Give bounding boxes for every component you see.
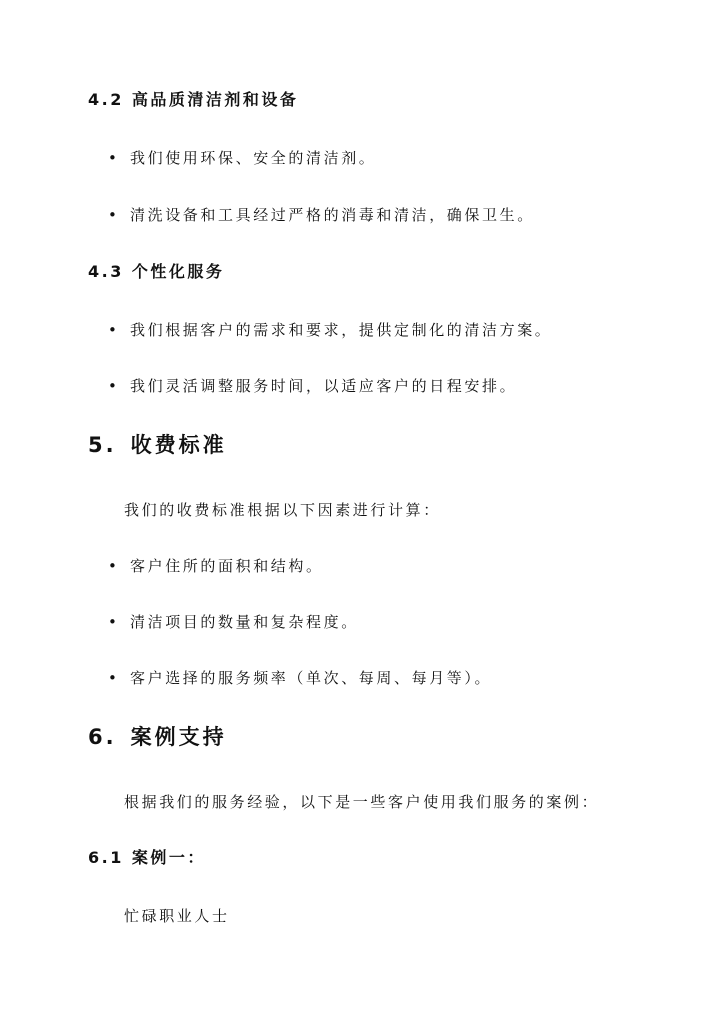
bullet-icon: • [108, 149, 117, 167]
list-item [108, 205, 535, 225]
list-item-text: 我们根据客户的需求和要求，提供定制化的清洁方案。 [130, 321, 553, 339]
bullet-icon: • [108, 206, 117, 224]
heading-title: 收费标准 [130, 433, 227, 457]
list-item [108, 320, 552, 340]
heading-number: 6. [88, 725, 117, 749]
list-item-text: 我们灵活调整服务时间，以适应客户的日程安排。 [130, 377, 518, 395]
paragraph: 忙碌职业人士 [124, 907, 230, 925]
list-item-text: 清洗设备和工具经过严格的消毒和清洁，确保卫生。 [130, 206, 535, 224]
paragraph: 我们的收费标准根据以下因素进行计算： [124, 501, 441, 519]
bullet-icon: • [108, 321, 117, 339]
heading-4-2: 4.2 高品质清洁剂和设备 [88, 90, 299, 109]
bullet-icon: • [108, 669, 117, 687]
heading-6-1: 6.1 案例一： [88, 848, 206, 867]
heading-6 [88, 724, 227, 750]
list-item-text: 我们使用环保、安全的清洁剂。 [130, 149, 377, 167]
bullet-icon: • [108, 377, 117, 395]
heading-title: 案例支持 [130, 725, 227, 749]
heading-5 [88, 432, 227, 458]
list-item [108, 148, 376, 168]
list-item-text: 客户住所的面积和结构。 [130, 557, 324, 575]
bullet-icon: • [108, 613, 117, 631]
heading-number: 5. [88, 433, 117, 457]
list-item-text: 客户选择的服务频率（单次、每周、每月等）。 [130, 669, 493, 687]
list-item [108, 668, 492, 688]
paragraph: 根据我们的服务经验，以下是一些客户使用我们服务的案例： [124, 793, 600, 811]
list-item [108, 556, 324, 576]
list-item-text: 清洁项目的数量和复杂程度。 [130, 613, 359, 631]
bullet-icon: • [108, 557, 117, 575]
list-item [108, 612, 359, 632]
list-item [108, 376, 517, 396]
heading-4-3: 4.3 个性化服务 [88, 262, 225, 281]
